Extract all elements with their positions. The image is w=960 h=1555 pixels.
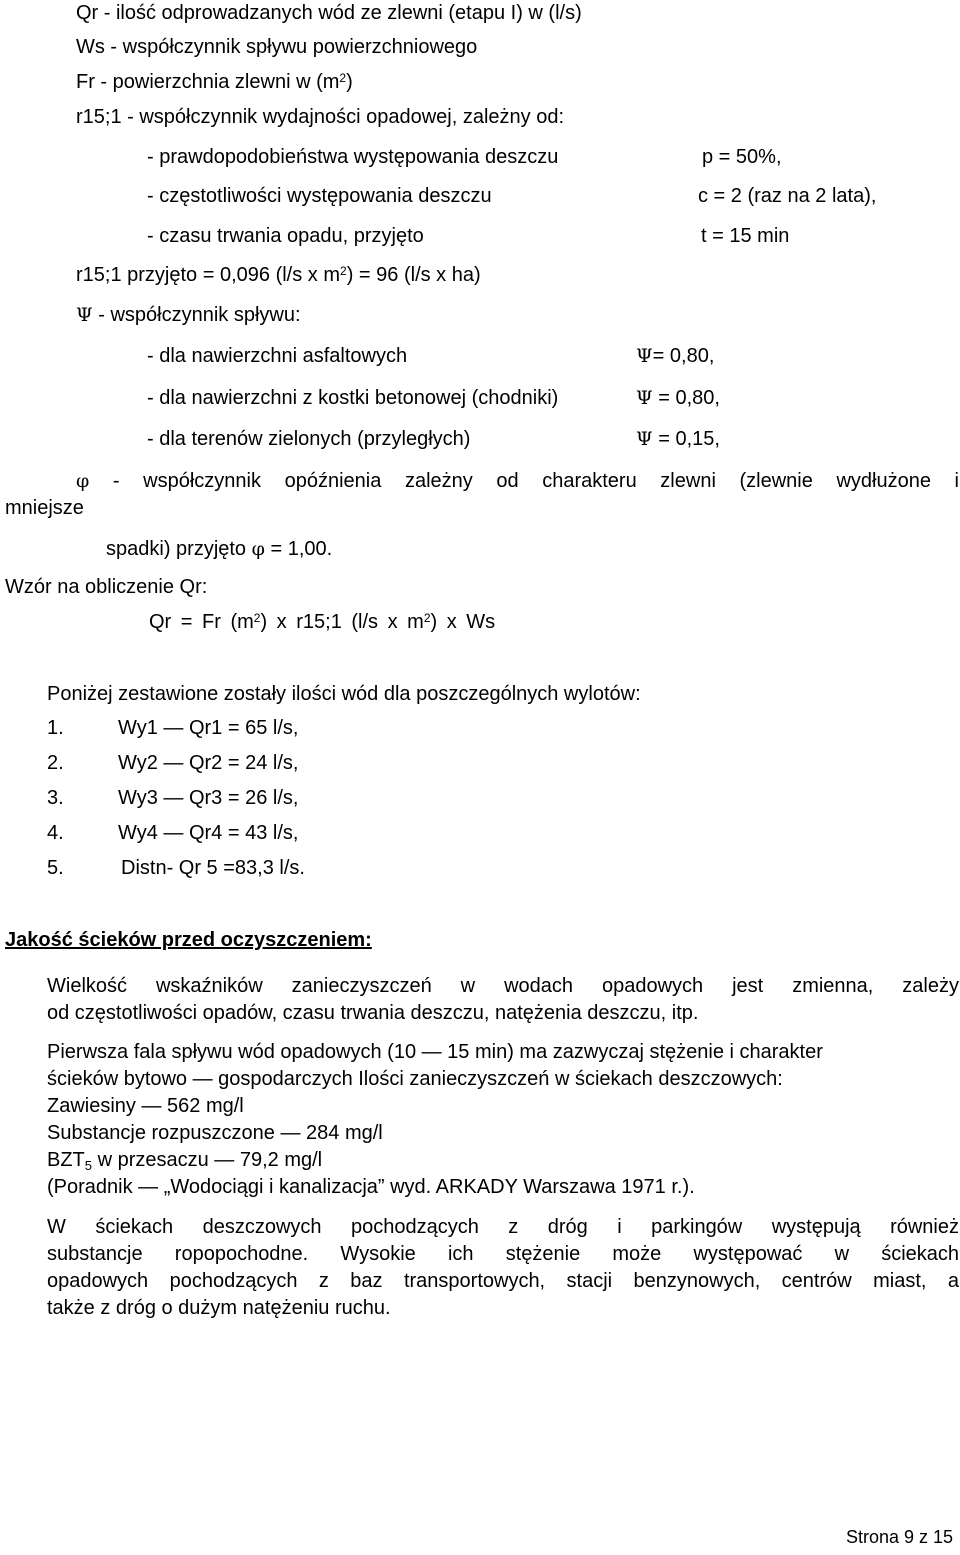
page-number: Strona 9 z 15 xyxy=(846,1527,954,1547)
formula-intro: Wzór na obliczenie Qr: xyxy=(5,576,208,598)
formula: Qr = Fr $(m^2)$ x r15;1 (l/s x $m^2$) x Ws xyxy=(149,611,496,633)
list-item-number: 1. xyxy=(47,717,64,739)
psi-symbol: Ψ xyxy=(636,387,653,409)
paragraph-line: od częstotliwości opadów, czasu trwania deszczu, natężenia deszczu, itp. xyxy=(47,1002,699,1024)
source-citation: (Poradnik — „Wodociągi i kanalizacja” wyd. ARKADY Warszawa 1971 r.). xyxy=(47,1176,695,1198)
list-item: Distn- Qr 5 =83,3 l/s. xyxy=(121,857,305,879)
paragraph-line: Wielkość wskaźników zanieczyszczeń w wodach opadowych jest zmienna, zależy xyxy=(47,975,959,997)
paragraph-line: W ściekach deszczowych pochodzących z dróg i parkingów występują również xyxy=(47,1216,959,1238)
outlets-intro: Poniżej zestawione zostały ilości wód dla poszczególnych wylotów: xyxy=(47,683,641,705)
phi-symbol: φ xyxy=(251,538,265,560)
psi-intro: Ψ - współczynnik spływu: xyxy=(76,304,301,326)
list-item: Wy2 — Qr2 = 24 l/s, xyxy=(118,752,299,774)
bzt-line: $BZT_5$ w przesaczu — 79,2 mg/l xyxy=(47,1149,323,1173)
psi-row-label: - dla terenów zielonych (przyległych) xyxy=(147,428,471,450)
list-item: Wy4 — Qr4 = 43 l/s, xyxy=(118,822,299,844)
psi-row-value: Ψ = 0,80, xyxy=(636,387,720,409)
definition-qr: Qr - ilość odprowadzanych wód ze zlewni (etapu I) w (l/s) xyxy=(76,2,582,24)
paragraph-line: substancje ropopochodne. Wysokie ich stężenie może występować w ściekach xyxy=(47,1243,959,1265)
rain-factor-label: - częstotliwości występowania deszczu xyxy=(147,185,492,207)
section-heading: Jakość ścieków przed oczyszczeniem: xyxy=(5,929,372,951)
phi-definition-cont: mniejsze xyxy=(5,497,84,519)
definition-fr: Fr - powierzchnia zlewni w $(m^2)$ xyxy=(76,71,353,93)
phi-symbol: φ xyxy=(76,470,90,492)
psi-row-value: Ψ= 0,80, xyxy=(636,345,715,367)
paragraph-line: także z dróg o dużym natężeniu ruchu. xyxy=(47,1297,391,1319)
psi-symbol: Ψ xyxy=(636,428,653,450)
definition-r15: r15;1 - współczynnik wydajności opadowej, zależny od: xyxy=(76,106,565,128)
psi-symbol: Ψ xyxy=(636,345,653,367)
paragraph-line: ścieków bytowo — gospodarczych Ilości zanieczyszczeń w ściekach deszczowych: xyxy=(47,1068,783,1090)
rain-factor-value: t = 15 min xyxy=(701,225,790,247)
r15-value: r15;1 przyjęto = 0,096 (l/s x $m^2) = 96$ (l/s x ha) xyxy=(76,264,481,286)
paragraph-line: Pierwsza fala spływu wód opadowych (10 — 15 min) ma zazwyczaj stężenie i charakter xyxy=(47,1041,823,1063)
paragraph-line: Zawiesiny — 562 mg/l xyxy=(47,1095,244,1117)
list-item-number: 3. xyxy=(47,787,64,809)
paragraph-line: opadowych pochodzących z baz transportowych, stacji benzynowych, centrów miast, a xyxy=(47,1270,959,1292)
phi-value: spadki) przyjęto φ = 1,00. xyxy=(106,538,333,560)
phi-definition: φ - współczynnik opóźnienia zależny od charakteru zlewni (zlewnie wydłużone i xyxy=(76,470,959,492)
psi-row-value: Ψ = 0,15, xyxy=(636,428,720,450)
definition-ws: Ws - współczynnik spływu powierzchniowego xyxy=(76,36,478,58)
rain-factor-value: p = 50%, xyxy=(702,146,782,168)
list-item-number: 4. xyxy=(47,822,64,844)
paragraph-line: Substancje rozpuszczone — 284 mg/l xyxy=(47,1122,383,1144)
psi-symbol: Ψ xyxy=(76,304,93,326)
list-item-number: 2. xyxy=(47,752,64,774)
list-item: Wy1 — Qr1 = 65 l/s, xyxy=(118,717,299,739)
psi-row-label: - dla nawierzchni asfaltowych xyxy=(147,345,408,367)
psi-row-label: - dla nawierzchni z kostki betonowej (chodniki) xyxy=(147,387,559,409)
rain-factor-value: c = 2 (raz na 2 lata), xyxy=(698,185,877,207)
rain-factor-label: - prawdopodobieństwa występowania deszczu xyxy=(147,146,559,168)
list-item-number: 5. xyxy=(47,857,64,879)
list-item: Wy3 — Qr3 = 26 l/s, xyxy=(118,787,299,809)
rain-factor-label: - czasu trwania opadu, przyjęto xyxy=(147,225,424,247)
